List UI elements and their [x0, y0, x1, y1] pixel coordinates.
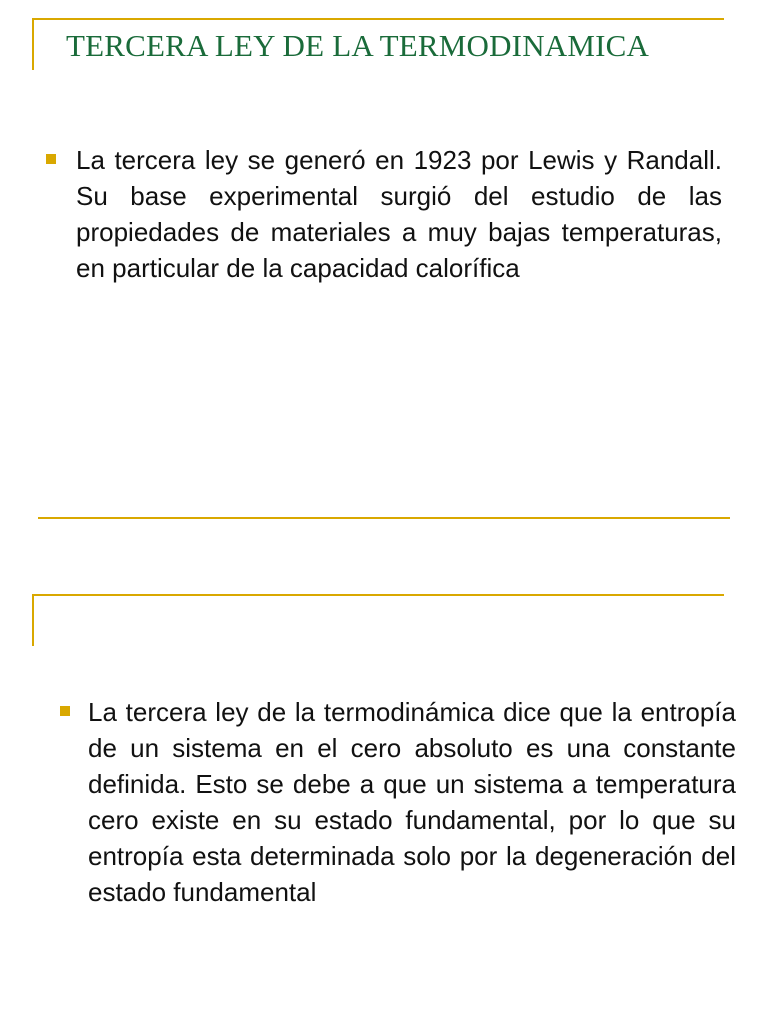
slide-title: TERCERA LEY DE LA TERMODINAMICA — [66, 28, 650, 63]
bullet-item — [46, 142, 722, 286]
slide-top-rule — [32, 594, 724, 596]
bullet-item — [60, 694, 736, 910]
bullet-square-icon — [60, 706, 70, 716]
slide-side-rule — [32, 18, 34, 70]
bullet-square-icon — [46, 154, 56, 164]
slide-bottom-rule — [38, 517, 730, 519]
bullet-text: La tercera ley de la termodinámica dice que la entropía de un sistema en el cero absoluto es una constante definida. Esto se debe a que un sistema a temperatura cero existe en su estado fundamental, por lo que su entropía esta determinada solo por la degeneración del estado fundamental — [88, 697, 736, 907]
slide-top-rule — [32, 18, 724, 20]
slide-2 — [0, 576, 768, 1024]
slide-side-rule — [32, 594, 34, 646]
bullet-text: La tercera ley se generó en 1923 por Lewis y Randall. Su base experimental surgió del estudio de las propiedades de materiales a muy bajas temperaturas, en particular de la capacidad calorífica — [76, 145, 722, 283]
